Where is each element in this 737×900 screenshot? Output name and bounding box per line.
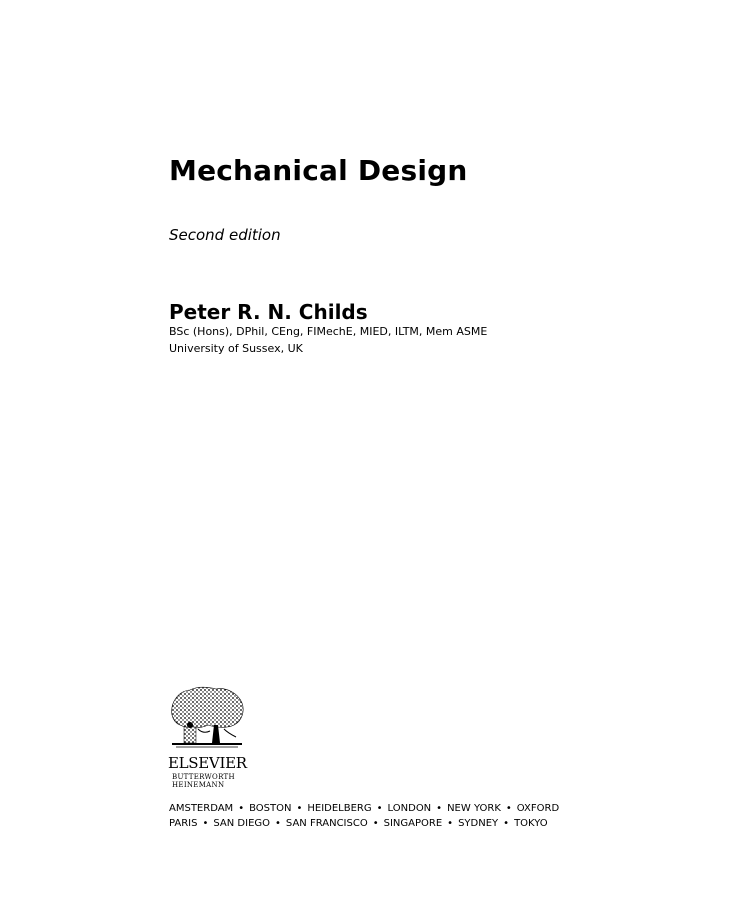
- city-separator: •: [275, 818, 281, 829]
- city-separator: •: [436, 803, 443, 814]
- city-separator: •: [503, 818, 510, 829]
- publisher-cities-row-2: [169, 818, 729, 829]
- publisher-logo: [168, 685, 248, 795]
- author-name: Peter R. N. Childs: [169, 300, 368, 324]
- imprint-line-2: HEINEMANN: [172, 781, 225, 789]
- publisher-wordmark: ELSEVIER: [168, 754, 247, 772]
- city: SYDNEY: [458, 818, 499, 829]
- city-separator: •: [296, 803, 303, 814]
- city: BOSTON: [249, 803, 292, 814]
- city: SAN DIEGO: [213, 818, 271, 829]
- author-credentials: BSc (Hons), DPhil, CEng, FIMechE, MIED, ILTM, Mem ASME: [169, 325, 488, 338]
- author-affiliation: University of Sussex, UK: [169, 342, 303, 355]
- elsevier-tree-icon: [168, 685, 248, 753]
- city-separator: •: [372, 818, 379, 829]
- city: HEIDELBERG: [307, 803, 372, 814]
- city-separator: •: [202, 818, 209, 829]
- city-separator: •: [505, 803, 512, 814]
- city-separator: •: [447, 818, 454, 829]
- city: PARIS: [169, 818, 198, 829]
- city: LONDON: [387, 803, 432, 814]
- publisher-imprint: [172, 773, 248, 789]
- city-separator: •: [376, 803, 383, 814]
- city: OXFORD: [516, 803, 560, 814]
- edition-label: Second edition: [169, 226, 281, 244]
- city-separator: •: [238, 803, 245, 814]
- publisher-cities-row-1: [169, 803, 729, 814]
- city: SINGAPORE: [383, 818, 443, 829]
- city: AMSTERDAM: [169, 803, 234, 814]
- city: SAN FRANCISCO: [285, 818, 368, 829]
- book-title: Mechanical Design: [169, 154, 468, 187]
- imprint-line-1: BUTTERWORTH: [172, 773, 235, 781]
- city: NEW YORK: [447, 803, 501, 814]
- city: TOKYO: [514, 818, 548, 829]
